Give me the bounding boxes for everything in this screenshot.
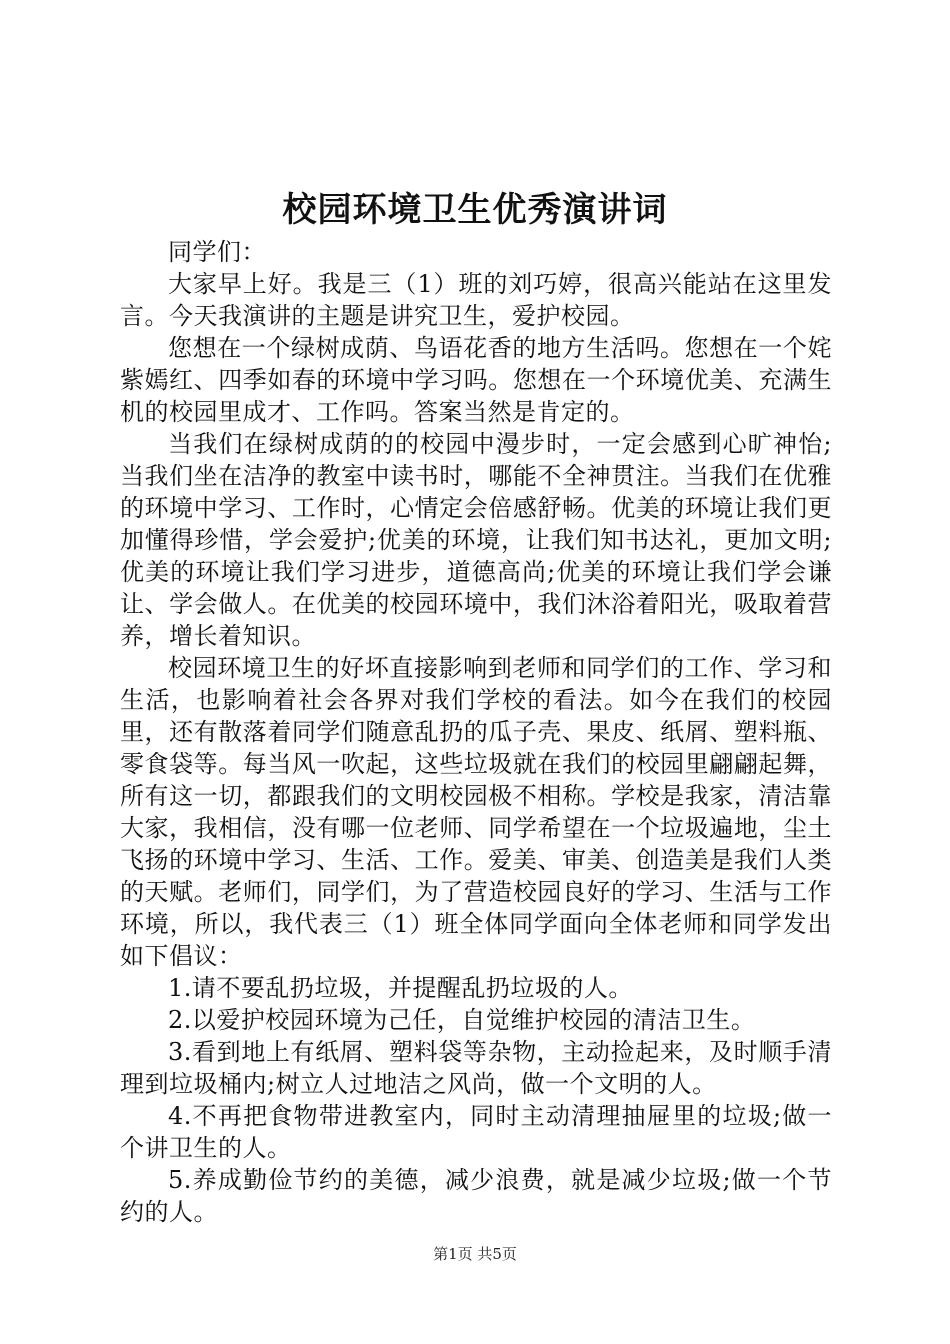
paragraph-environment: 当我们在绿树成荫的的校园中漫步时，一定会感到心旷神怡;当我们坐在洁净的教室中读书时，哪能不全神贯注。当我们在优雅的环境中学习、工作时，心情定会倍感舒畅。优美的环境让我们更加懂得珍惜，学会爱护;优美的环境，让我们知书达礼，更加文明;优美的环境让我们学习进步，道德高尚;优美的环境让我们学会谦让、学会做人。在优美的校园环境中，我们沐浴着阳光，吸取着营养，增长着知识。 xyxy=(120,430,832,650)
document-body xyxy=(120,236,832,1228)
document-title: 校园环境卫生优秀演讲词 xyxy=(282,190,668,230)
proposal-item-4: 4.不再把食物带进教室内，同时主动清理抽屉里的垃圾;做一个讲卫生的人。 xyxy=(120,1102,832,1162)
page-number-footer: 第1页 共5页 xyxy=(433,1245,517,1263)
proposal-item-1: 1.请不要乱扔垃圾，并提醒乱扔垃圾的人。 xyxy=(168,974,633,1002)
proposal-item-3: 3.看到地上有纸屑、塑料袋等杂物，主动捡起来，及时顺手清理到垃圾桶内;树立人过地洁之风尚，做一个文明的人。 xyxy=(120,1038,832,1098)
proposal-item-5: 5.养成勤俭节约的美德，减少浪费，就是减少垃圾;做一个节约的人。 xyxy=(120,1166,832,1226)
salutation: 同学们： xyxy=(168,238,266,266)
proposal-item-2: 2.以爱护校园环境为己任，自觉维护校园的清洁卫生。 xyxy=(168,1006,756,1034)
paragraph-problem: 校园环境卫生的好坏直接影响到老师和同学们的工作、学习和生活，也影响着社会各界对我们学校的看法。如今在我们的校园里，还有散落着同学们随意乱扔的瓜子壳、果皮、纸屑、塑料瓶、零食袋等。每当风一吹起，这些垃圾就在我们的校园里翩翩起舞，所有这一切，都跟我们的文明校园极不相称。学校是我家，清洁靠大家，我相信，没有哪一位老师、同学希望在一个垃圾遍地，尘土飞扬的环境中学习、生活、工作。爱美、审美、创造美是我们人类的天赋。老师们，同学们，为了营造校园良好的学习、生活与工作环境，所以，我代表三（1）班全体同学面向全体老师和同学发出如下倡议： xyxy=(120,654,832,970)
paragraph-questions: 您想在一个绿树成荫、鸟语花香的地方生活吗。您想在一个姹紫嫣红、四季如春的环境中学习吗。您想在一个环境优美、充满生机的校园里成才、工作吗。答案当然是肯定的。 xyxy=(120,334,832,426)
paragraph-intro: 大家早上好。我是三（1）班的刘巧婷，很高兴能站在这里发言。今天我演讲的主题是讲究卫生，爱护校园。 xyxy=(120,270,832,330)
